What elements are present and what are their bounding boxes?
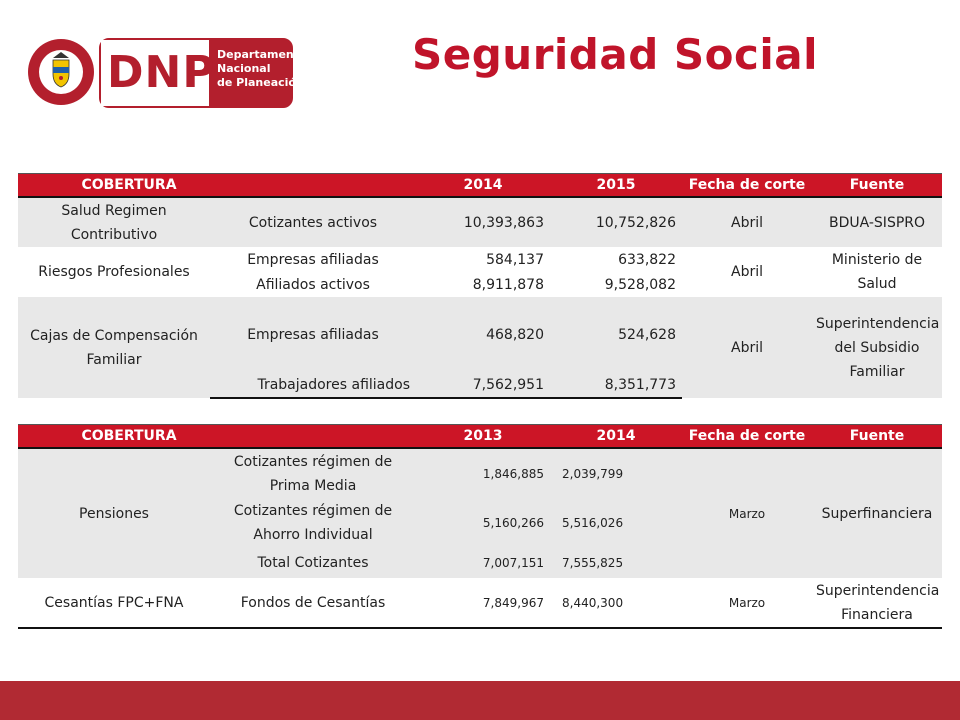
- row-value-2: 10,752,826: [550, 197, 682, 247]
- row-value-1: 7,562,951: [416, 373, 550, 398]
- logo-subtitle: Departamento Nacional de Planeación: [217, 48, 307, 89]
- row-date: Marzo: [682, 448, 812, 578]
- table-row: [18, 247, 942, 272]
- header-cobertura: COBERTURA: [18, 425, 210, 449]
- row-item: Empresas afiliadas: [210, 247, 416, 272]
- row-value-1: 1,846,885: [416, 448, 550, 498]
- dnp-logo: [27, 38, 307, 106]
- row-source: Superfinanciera: [812, 448, 942, 578]
- footer-bar: [0, 681, 960, 720]
- row-value-2: 2,039,799: [550, 448, 682, 498]
- header-fecha: Fecha de corte: [682, 425, 812, 449]
- row-category: Pensiones: [18, 448, 210, 578]
- table-row: [18, 448, 942, 498]
- colombia-seal-icon: [27, 38, 95, 106]
- header-empty: [210, 174, 416, 198]
- table-row: [18, 297, 942, 373]
- row-category: Salud Regimen Contributivo: [18, 197, 210, 247]
- logo-abbr: DNP: [107, 47, 216, 98]
- row-item: Total Cotizantes: [210, 548, 416, 578]
- row-value-2: 8,351,773: [550, 373, 682, 398]
- header-empty: [210, 425, 416, 449]
- row-value-2: 524,628: [550, 297, 682, 373]
- row-date: Abril: [682, 247, 812, 297]
- row-item: Empresas afiliadas: [210, 297, 416, 373]
- header-fecha: Fecha de corte: [682, 174, 812, 198]
- header-fuente: Fuente: [812, 425, 942, 449]
- row-item: Cotizantes régimen de Ahorro Individual: [210, 498, 416, 548]
- row-value-1: 584,137: [416, 247, 550, 272]
- row-category: Riesgos Profesionales: [18, 247, 210, 297]
- dnp-wordmark: [99, 38, 307, 108]
- header-year-1: 2014: [416, 174, 550, 198]
- row-item: Afiliados activos: [210, 272, 416, 297]
- row-source: Ministerio de Salud: [812, 247, 942, 297]
- header-fuente: Fuente: [812, 174, 942, 198]
- row-item: Cotizantes régimen de Prima Media: [210, 448, 416, 498]
- row-value-1: 8,911,878: [416, 272, 550, 297]
- row-value-1: 7,849,967: [416, 578, 550, 628]
- row-value-1: 7,007,151: [416, 548, 550, 578]
- row-value-1: 468,820: [416, 297, 550, 373]
- row-category: Cajas de Compensación Familiar: [18, 297, 210, 398]
- row-source: Superintendencia del Subsidio Familiar: [812, 297, 942, 398]
- table-row: [18, 578, 942, 628]
- row-value-2: 9,528,082: [550, 272, 682, 297]
- row-date: Abril: [682, 297, 812, 398]
- row-date: Marzo: [682, 578, 812, 628]
- row-value-1: 5,160,266: [416, 498, 550, 548]
- row-value-2: 633,822: [550, 247, 682, 272]
- header-year-2: 2014: [550, 425, 682, 449]
- row-value-2: 8,440,300: [550, 578, 682, 628]
- header-cobertura: COBERTURA: [18, 174, 210, 198]
- row-value-2: 7,555,825: [550, 548, 682, 578]
- table-coverage-2014-2015: [18, 173, 942, 399]
- row-item: Fondos de Cesantías: [210, 578, 416, 628]
- row-category: Cesantías FPC+FNA: [18, 578, 210, 628]
- row-item: Trabajadores afiliados: [210, 373, 416, 398]
- table-row: [18, 197, 942, 247]
- row-value-1: 10,393,863: [416, 197, 550, 247]
- table-coverage-2013-2014: [18, 424, 942, 629]
- page-title: Seguridad Social: [412, 30, 819, 79]
- row-date: Abril: [682, 197, 812, 247]
- row-source: Superintendencia Financiera: [812, 578, 942, 628]
- row-value-2: 5,516,026: [550, 498, 682, 548]
- row-source: BDUA-SISPRO: [812, 197, 942, 247]
- row-item: Cotizantes activos: [210, 197, 416, 247]
- header-year-2: 2015: [550, 174, 682, 198]
- header-year-1: 2013: [416, 425, 550, 449]
